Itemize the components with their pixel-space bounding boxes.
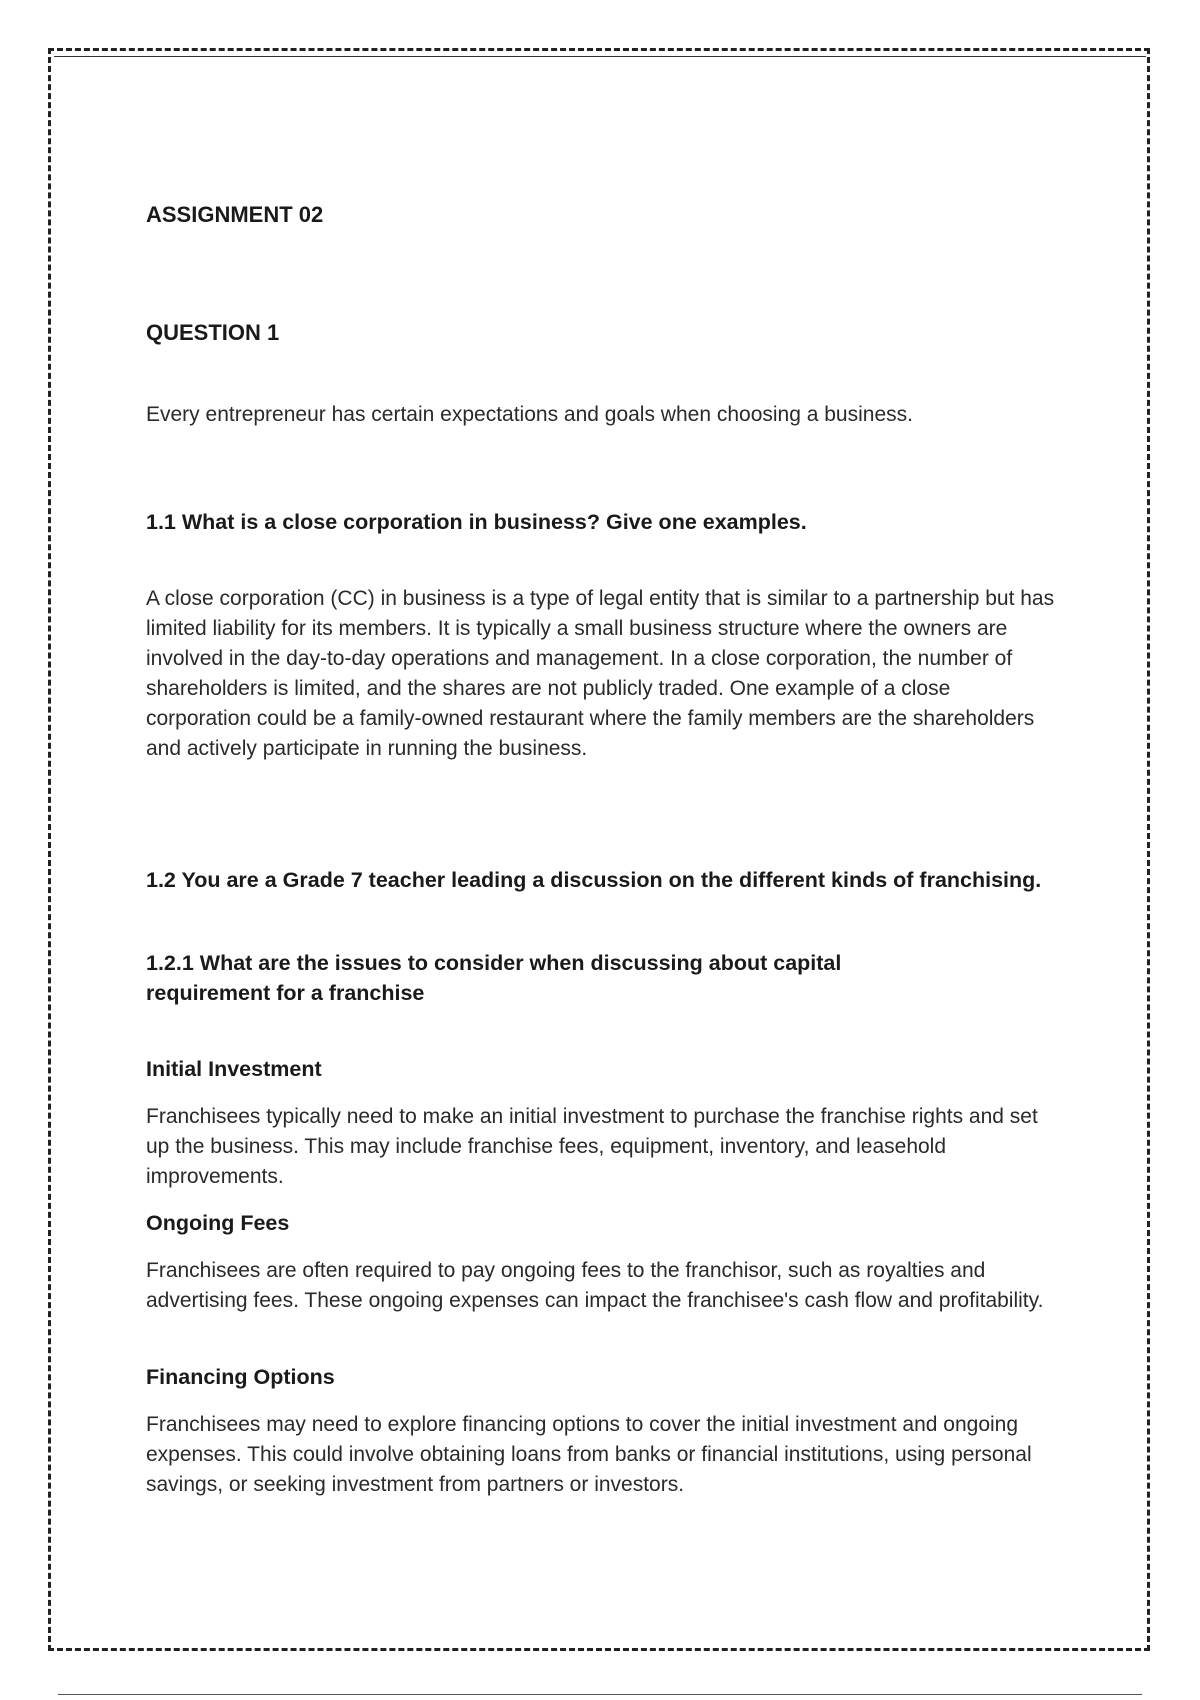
section-heading-initial-investment: Initial Investment	[146, 1057, 322, 1081]
section-heading-ongoing-fees: Ongoing Fees	[146, 1211, 290, 1235]
intro-paragraph: Every entrepreneur has certain expectations and goals when choosing a business.	[146, 403, 913, 426]
answer-1-1: A close corporation (CC) in business is a type of legal entity that is similar to a partnership but has limited liability for its members. It is typically a small business structure where the owners are involved in the day-to-day operations and management. In a close corporation, the number of shareholders is limited, and the shares are not publicly traded. One example of a close corporation could be a family-owned restaurant where the family members are the shareholders and actively participate in running the business.	[146, 587, 1055, 760]
section-body-ongoing-fees: Franchisees are often required to pay ongoing fees to the franchisor, such as royalties and advertising fees. These ongoing expenses can impact the franchisee's cash flow and profitability.	[146, 1259, 1044, 1312]
question-title: QUESTION 1	[146, 320, 280, 345]
section-heading-financing-options: Financing Options	[146, 1365, 335, 1389]
question-1-2-1: 1.2.1 What are the issues to consider when discussing about capital requirement for a franchise	[146, 951, 842, 1005]
question-1-1: 1.1 What is a close corporation in business? Give one examples.	[146, 510, 807, 534]
section-body-initial-investment: Franchisees typically need to make an initial investment to purchase the franchise rights and set up the business. This may include franchise fees, equipment, inventory, and leasehold improvements.	[146, 1105, 1038, 1188]
bottom-rule	[58, 1694, 1142, 1695]
assignment-title: ASSIGNMENT 02	[146, 202, 324, 227]
section-body-financing-options: Franchisees may need to explore financing options to cover the initial investment and ongoing expenses. This could involve obtaining loans from banks or financial institutions, using personal savings, or seeking investment from partners or investors.	[146, 1413, 1032, 1496]
question-1-2: 1.2 You are a Grade 7 teacher leading a discussion on the different kinds of franchising.	[146, 868, 1042, 892]
page-border-inner-rule	[54, 56, 1146, 1645]
